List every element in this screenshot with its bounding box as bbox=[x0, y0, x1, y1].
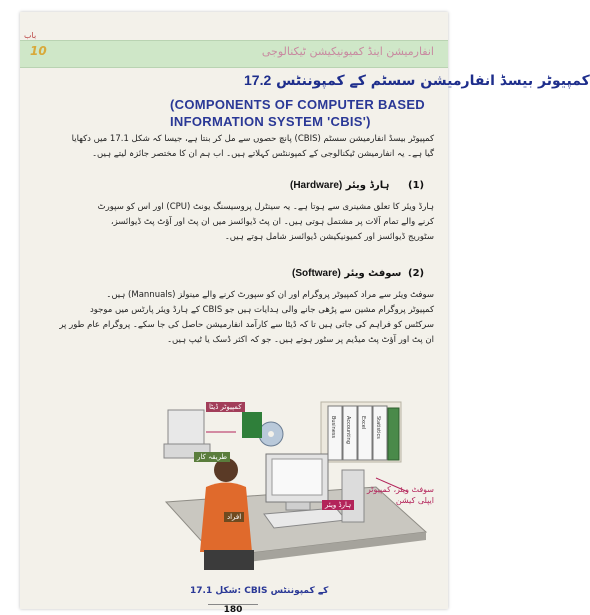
people-label: افراد bbox=[224, 512, 244, 522]
english-title-line-1: (COMPONENTS OF COMPUTER BASED bbox=[170, 97, 425, 112]
book-title: Statistics bbox=[375, 416, 381, 439]
software-label-urdu: سوفٹ ویئر bbox=[344, 268, 402, 279]
paragraph-line: ہارڈ ویئر کا تعلق مشینری سے ہوتا ہے۔ یہ سینٹرل پروسیسنگ یونٹ (CPU) اور اس کو سپورٹ bbox=[97, 202, 434, 212]
chair bbox=[204, 550, 254, 570]
intro-paragraph bbox=[72, 132, 434, 162]
paragraph-line: سٹوریج ڈیوائسز اور کمیونیکیشن ڈیوائسز شامل ہوتے ہیں۔ bbox=[224, 232, 434, 242]
procedures-label: طریقہ کار bbox=[194, 452, 230, 462]
cbis-figure bbox=[146, 392, 436, 582]
hardware-label-urdu: ہارڈ ویئر bbox=[345, 180, 390, 191]
chapter-number: 10 bbox=[30, 44, 47, 58]
paragraph-line: سوفٹ ویئر سے مراد کمپیوٹر پروگرام اور ان کو سپورٹ کرنے والے مینولز (Mannuals) ہیں۔ bbox=[106, 290, 434, 300]
book-spine-labels bbox=[328, 408, 402, 460]
disk-hole bbox=[268, 431, 274, 437]
paragraph-line: کمپیوٹر بیسڈ انفارمیشن سسٹم (CBIS) پانچ حصوں سے مل کر بنتا ہے، جیسا کہ شکل 17.1 میں دکھایا bbox=[71, 134, 434, 144]
software-subheading bbox=[292, 268, 401, 279]
hardware-subheading bbox=[290, 180, 389, 191]
header-band bbox=[20, 31, 448, 68]
section-heading bbox=[240, 72, 590, 89]
paragraph-line: کمپیوٹر پروگرام مشین سے پڑھی جانے والی ہدایات ہیں جو CBIS کے ہارڈ ویئر پارٹس میں موجود bbox=[89, 305, 434, 315]
english-title-line-2: INFORMATION SYSTEM 'CBIS') bbox=[170, 114, 371, 129]
book-title: Excel bbox=[360, 416, 366, 430]
hardware-label-english: (Hardware) bbox=[290, 180, 343, 191]
monitor-stand bbox=[286, 502, 310, 510]
hardware-paragraph bbox=[98, 200, 434, 245]
running-title: انفارمیشن اینڈ کمیونیکیشن ٹیکنالوجی bbox=[261, 45, 434, 58]
hardware-tag: ہارڈ ویئر bbox=[322, 500, 354, 510]
software-paragraph bbox=[59, 288, 434, 348]
software-side-label: سوفٹ ویئر، کمپیوٹر ایپلی کیشن bbox=[366, 485, 434, 505]
section-title-urdu: کمپیوٹر بیسڈ انفارمیشن سسٹم کے کمپوننٹس bbox=[276, 73, 590, 89]
section-title-english bbox=[170, 96, 440, 130]
hardware-number: (1) bbox=[408, 180, 425, 191]
figure-caption: شکل 17.1: CBIS کے کمپوننٹس bbox=[190, 586, 329, 596]
book-title: Business bbox=[330, 416, 336, 439]
paragraph-line: سرکٹس کو فراہم کی جاتی ہیں تا کہ ڈیٹا سے کارآمد انفارمیشن حاصل کی جا سکے۔ پروگرام عام طور پر bbox=[59, 320, 434, 330]
software-number: (2) bbox=[408, 268, 425, 279]
paragraph-line: ان پٹ اور آؤٹ پٹ میڈیم پر سٹور ہوتے ہیں۔ جو کہ اکثر ڈسک یا ٹیپ ہیں۔ bbox=[167, 335, 434, 345]
section-number: 17.2 bbox=[244, 72, 272, 88]
chapter-tag: باب bbox=[24, 31, 37, 40]
data-box bbox=[242, 412, 262, 438]
software-label-english: (Software) bbox=[292, 268, 341, 279]
data-label: کمپیوٹر ڈیٹا bbox=[206, 402, 245, 412]
book-page bbox=[20, 12, 590, 615]
paragraph-line: کرنے والے تمام آلات پر مشتمل ہوتی ہیں۔ ان پٹ ڈیوائسز میں ان پٹ اور آؤٹ پٹ ڈیوائسز، bbox=[110, 217, 434, 227]
paragraph-line: گیا ہے۔ یہ انفارمیشن ٹیکنالوجی کے کمپوننٹس کہلاتے ہیں۔ اب ہم ان کا مختصر جائزہ لیتے ہیں۔ bbox=[92, 149, 434, 159]
page-number: 180 bbox=[208, 604, 258, 615]
book-title: Accounting bbox=[345, 416, 351, 444]
monitor-screen bbox=[272, 459, 322, 495]
